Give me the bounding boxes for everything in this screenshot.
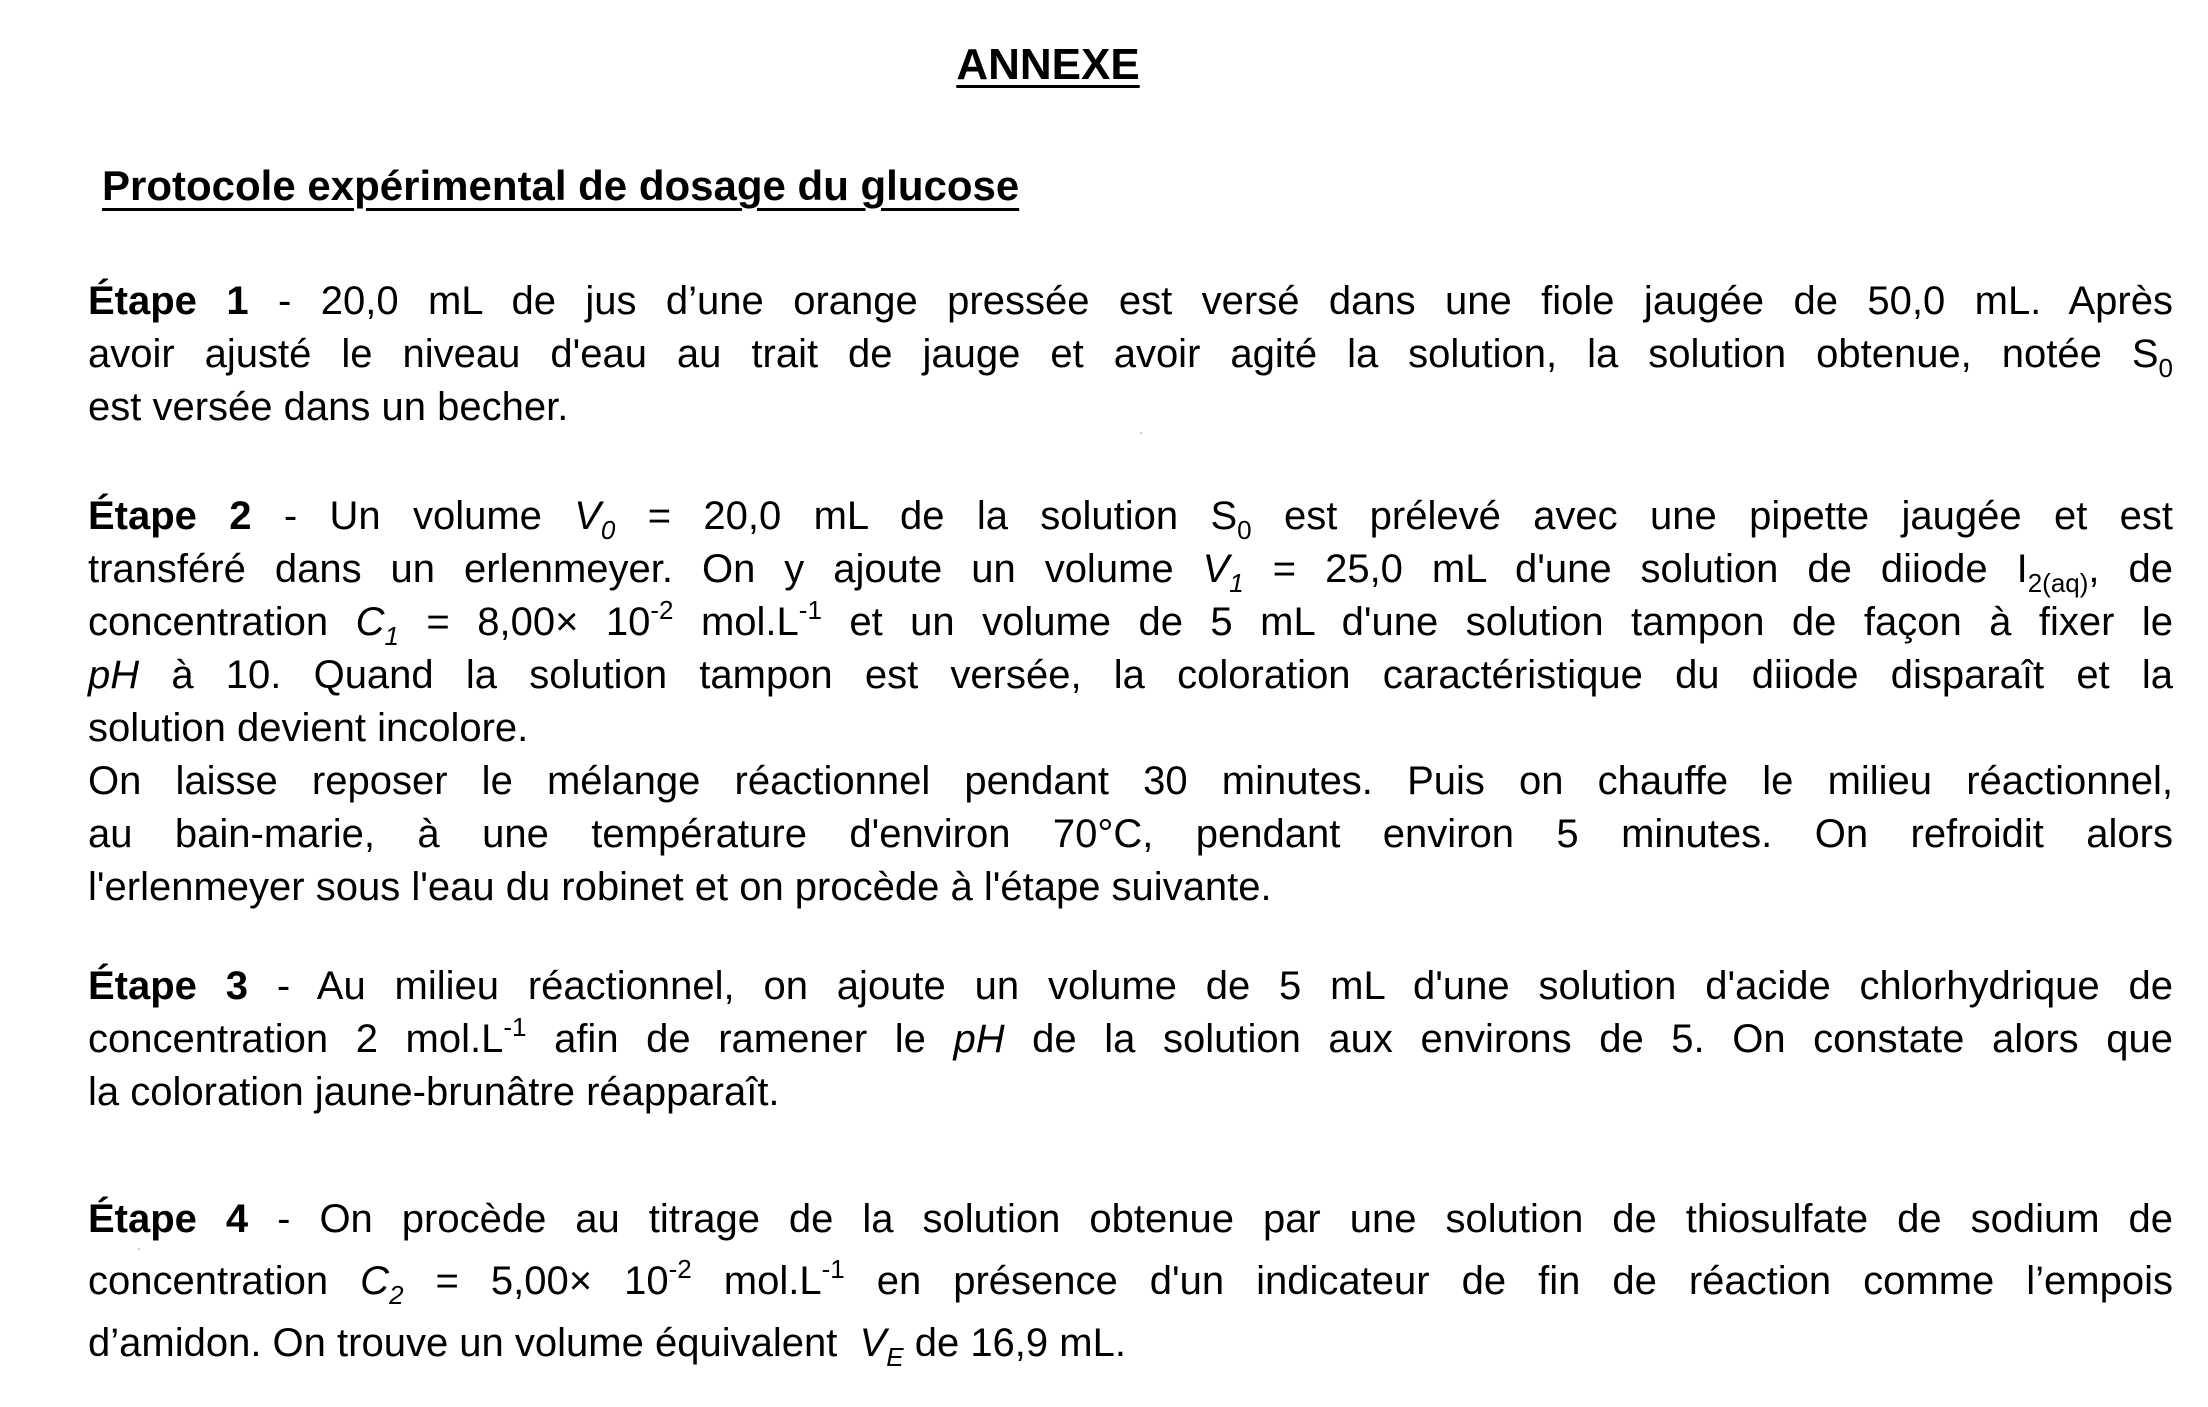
scan-speck xyxy=(138,1248,140,1250)
section-heading: Protocole expérimental de dosage du glucose xyxy=(102,162,1020,209)
page-title: ANNEXE xyxy=(956,40,1140,89)
step-1-label: Étape 1 xyxy=(88,279,249,323)
step-3-label: Étape 3 xyxy=(88,964,249,1008)
step-2-paragraph: Étape 2 - Un volume $V_0 = 20,0$ mL de la solution $S_0$ est prélevé avec une pipette jaugée et est transféré dans un erlenmeyer. On y ajoute un volume $V_1 = 25,0$ mL d'une solution de diiode $I_{2(aq)}$, de concentration $C_1 = 8,00\times 10^{-2}$ $mol.L^{-1}$ et un volume de 5 mL d'une solution tampon de façon à fixer le pH à 10. Quand la solution tampon est versée, la coloration caractéristique du diiode disparaît et la solution devient incolore. On laisse reposer le mélange réactionnel pendant 30 minutes. Puis on chauffe le milieu réactionnel, au bain-marie, à une température d'environ 70°C, pendant environ 5 minutes. On refroidit alors l'erlenmeyer sous l'eau du robinet et on procède à l'étape suivante. xyxy=(88,494,2173,909)
step-4-label: Étape 4 xyxy=(88,1197,249,1241)
step-1-paragraph: Étape 1 - 20,0 mL de jus d’une orange pressée est versé dans une fiole jaugée de 50,0 mL. Après avoir ajusté le niveau d'eau au trait de jauge et avoir agité la solution, la solution obtenue, notée $S_0$ est versée dans un becher. xyxy=(88,279,2173,429)
step-4-paragraph: Étape 4 - On procède au titrage de la solution obtenue par une solution de thiosulfate de sodium de concentration $C_2 = 5,00\times 10^{-2}$ $mol.L^{-1}$ en présence d'un indicateur de fin de réaction comme l’empois d’amidon. On trouve un volume équivalent $V_E$ de 16,9 mL. xyxy=(88,1197,2174,1372)
step-3-paragraph: Étape 3 - Au milieu réactionnel, on ajoute un volume de 5 mL d'une solution d'acide chlorhydrique de concentration 2 $mol.L^{-1}$ afin de ramener le pH de la solution aux environs de 5. On constate alors que la coloration jaune-brunâtre réapparaît. xyxy=(88,964,2173,1114)
scan-speck xyxy=(1140,432,1142,434)
step-2-label: Étape 2 xyxy=(88,494,252,538)
